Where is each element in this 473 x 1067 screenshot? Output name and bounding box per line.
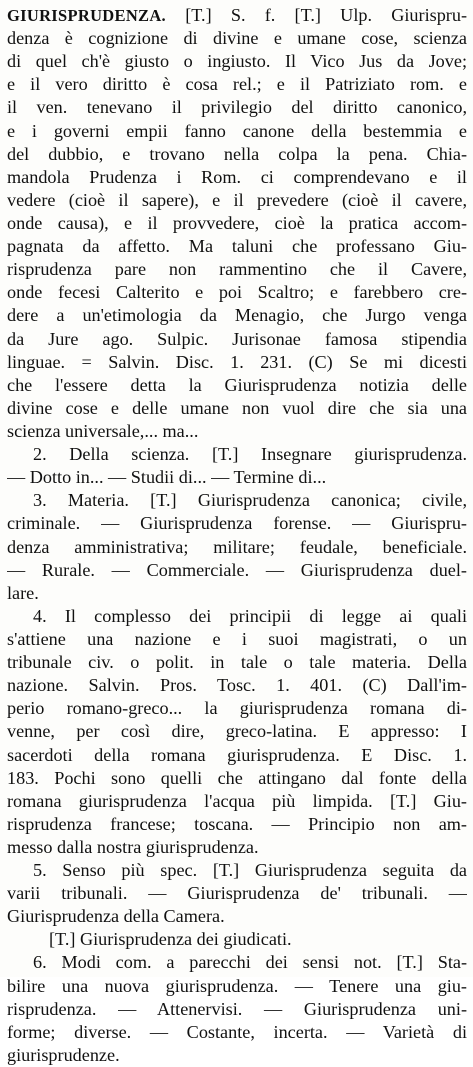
- sense-line: messo dalla nostra giurisprudenza.: [7, 836, 259, 857]
- sense-line: forme; diverse. — Costante, incerta. — Varietà di: [7, 1021, 467, 1042]
- sense-line: 183. Pochi sono quelli che attingano dal fonte della: [7, 767, 467, 788]
- entry-line: scienza universale,... ma...: [7, 420, 199, 441]
- entry-line: dere a un'etimologia da Menagio, che Jurgo venga: [7, 305, 467, 326]
- sense-line: s'attiene una nazione e i suoi magistrati, o un: [7, 628, 467, 649]
- sense-line: — Dotto in... — Studii di... — Termine di...: [7, 467, 327, 488]
- sense-line: 6. Modi com. a parecchi dei sensi not. [T.] Sta-: [33, 952, 467, 973]
- sense-line: romana giurisprudenza l'acqua più limpida. [T.] Giu-: [7, 790, 467, 811]
- sense-line: denza amministrativa; militare; feudale, beneficiale.: [7, 536, 467, 557]
- entry-line: da Jure ago. Sulpic. Jurisonae famosa stipendia: [7, 328, 467, 349]
- entry-giurisprudenza: [7, 4, 467, 443]
- sense-line: perio romano-greco... la giurisprudenza romana di-: [7, 698, 467, 719]
- sense-3: [7, 489, 467, 605]
- sense-line: Giurisprudenza della Camera.: [7, 906, 225, 927]
- sense-line: giurisprudenze.: [7, 1044, 120, 1065]
- entry-line: del dubbio, e trovano nella colpa la pena. Chia-: [7, 143, 467, 164]
- sense-line: 5. Senso più spec. [T.] Giurisprudenza seguita da: [33, 860, 467, 881]
- sense-line: lare.: [7, 582, 39, 603]
- sense-line: sacerdoti della romana giurisprudenza. E Disc. 1.: [7, 744, 467, 765]
- sense-line: venne, per così dire, greco-latina. E appresso: I: [7, 721, 467, 742]
- entry-line: [T.] S. f. [T.] Ulp. Giurispru-: [165, 5, 467, 25]
- sense-4: [7, 605, 467, 859]
- entry-line: onde causa), e il provvedere, cioè la pratica accom-: [7, 212, 467, 233]
- sense-line: 4. Il complesso dei principii di legge ai quali: [33, 605, 467, 626]
- entry-line: pagnata da affetto. Ma taluni che professano Giu-: [7, 236, 467, 257]
- sense-line: bilire una nuova giurisprudenza. — Tenere una giu-: [7, 975, 467, 996]
- sense-5: [7, 859, 467, 951]
- entry-line: onde fecesi Calterito e poi Scaltro; e farebbero cre-: [7, 282, 467, 303]
- entry-line: vedere (cioè il sapere), e il prevedere (cioè il cavere,: [7, 189, 467, 210]
- sense-6: [7, 951, 467, 1067]
- entry-line: il ven. tenevano il privilegio del diritto canonico,: [7, 97, 467, 118]
- entry-line: divine cose e delle umane non vuol dire che sia una: [7, 397, 467, 418]
- entry-line: di quel ch'è giusto o ingiusto. Il Vico Jus da Jove;: [7, 51, 467, 72]
- sense-line: risprudenza francese; toscana. — Principio non am-: [7, 813, 467, 834]
- sense-line: tribunale civ. o polit. in tale o tale materia. Della: [7, 652, 467, 673]
- entry-line: mandola Prudenza i Rom. ci comprendevano e il: [7, 166, 467, 187]
- entry-line: che l'essere detta la Giurisprudenza notizia delle: [7, 374, 467, 395]
- entry-line: risprudenza pare non rammentino che il Cavere,: [7, 259, 467, 280]
- sense-line: risprudenza. — Attenervisi. — Giurisprudenza uni-: [7, 998, 467, 1019]
- sense-2: [7, 443, 467, 489]
- sense-line: — Rurale. — Commerciale. — Giurisprudenza duel-: [7, 559, 467, 580]
- sense-line: 2. Della scienza. [T.] Insegnare giurisprudenza.: [33, 444, 467, 465]
- sense-line: nazione. Salvin. Pros. Tosc. 1. 401. (C) Dall'im-: [7, 675, 467, 696]
- sense-line: varii tribunali. — Giurisprudenza de' tribunali. —: [7, 883, 467, 904]
- entry-line: e il vero diritto è cosa rel.; e il Patriziato rom. e: [7, 74, 467, 95]
- entry-first-line: [7, 4, 467, 27]
- sense-line: criminale. — Giurisprudenza forense. — Giurispru-: [7, 513, 467, 534]
- sense-line: [T.] Giurisprudenza dei giudicati.: [49, 929, 292, 950]
- entry-line: linguae. = Salvin. Disc. 1. 231. (C) Se mi dicesti: [7, 351, 467, 372]
- entry-line: e i governi empii fanno canone della bestemmia e: [7, 120, 467, 141]
- headword: GIURISPRUDENZA.: [7, 6, 166, 25]
- entry-line: denza è cognizione di divine e umane cose, scienza: [7, 28, 467, 49]
- sense-line: 3. Materia. [T.] Giurisprudenza canonica; civile,: [33, 490, 467, 511]
